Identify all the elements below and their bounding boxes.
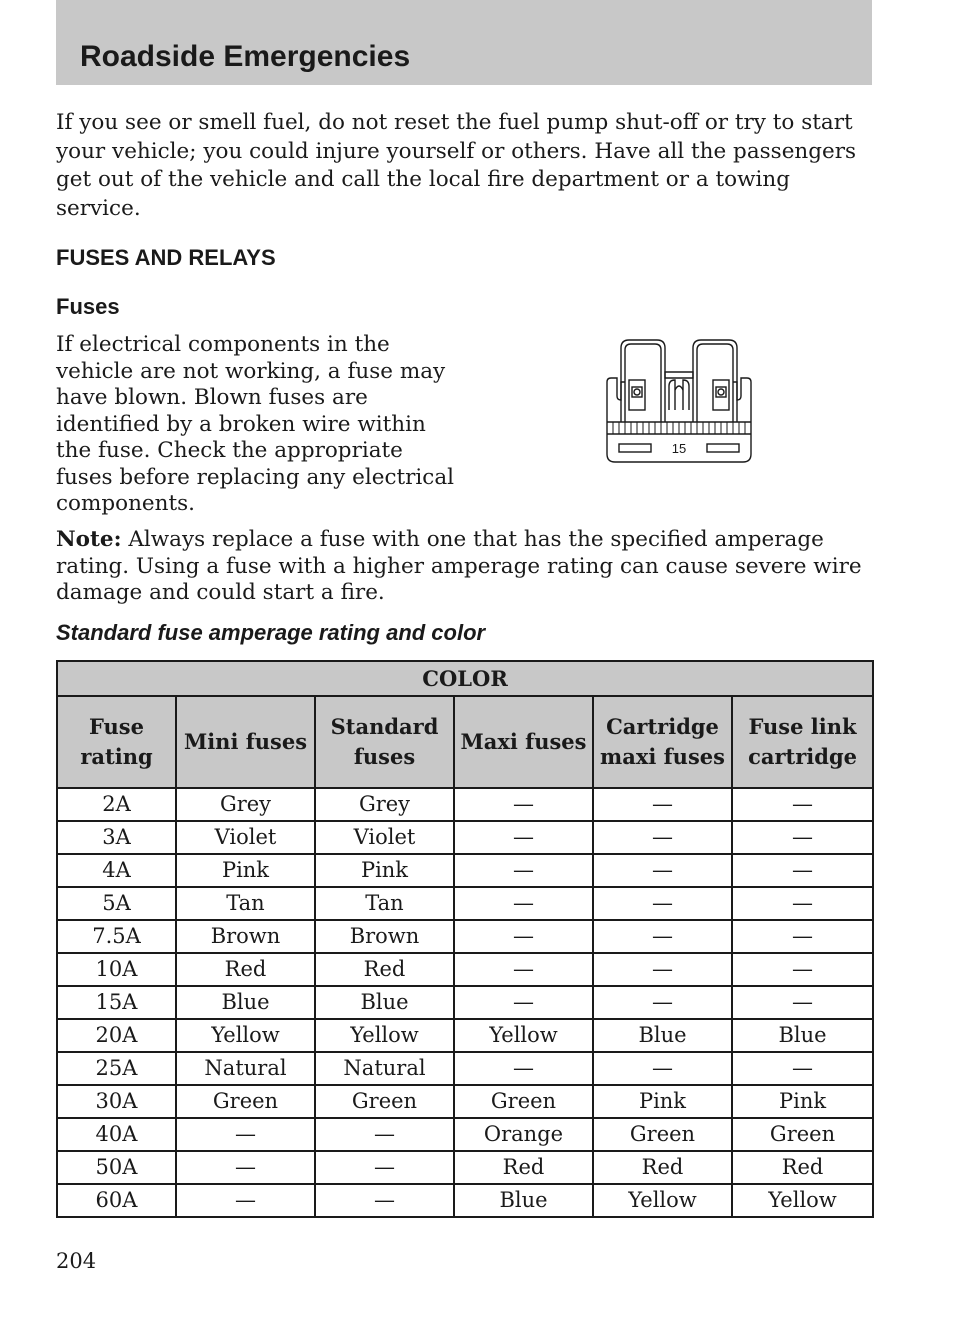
table-cell: Green: [593, 1118, 732, 1151]
table-cell: —: [593, 1052, 732, 1085]
table-cell: Violet: [176, 821, 315, 854]
table-cell: —: [732, 1052, 873, 1085]
table-cell: 60A: [57, 1184, 176, 1217]
table-cell: Yellow: [176, 1019, 315, 1052]
table-group-header: COLOR: [57, 661, 873, 696]
table-cell: —: [593, 821, 732, 854]
table-cell: —: [593, 788, 732, 821]
table-cell: Green: [732, 1118, 873, 1151]
table-cell: 10A: [57, 953, 176, 986]
table-cell: Natural: [176, 1052, 315, 1085]
table-cell: Blue: [593, 1019, 732, 1052]
fuse-icon: [603, 336, 755, 464]
table-row: [57, 1184, 873, 1217]
note-label: Note:: [56, 527, 122, 552]
table-caption: Standard fuse amperage rating and color: [56, 620, 486, 645]
table-cell: Tan: [315, 887, 454, 920]
table-cell: Green: [454, 1085, 593, 1118]
table-cell: 30A: [57, 1085, 176, 1118]
table-cell: —: [176, 1151, 315, 1184]
table-cell: Yellow: [732, 1184, 873, 1217]
table-cell: Pink: [732, 1085, 873, 1118]
table-cell: —: [732, 986, 873, 1019]
table-cell: Pink: [176, 854, 315, 887]
table-body: [57, 788, 873, 1217]
header-bar: [56, 0, 872, 85]
table-row: [57, 887, 873, 920]
table-cell: —: [732, 953, 873, 986]
table-cell: —: [593, 920, 732, 953]
table-row: [57, 854, 873, 887]
table-cell: 7.5A: [57, 920, 176, 953]
table-cell: Pink: [315, 854, 454, 887]
table-cell: —: [593, 854, 732, 887]
table-row: [57, 1151, 873, 1184]
table-cell: Orange: [454, 1118, 593, 1151]
table-cell: —: [176, 1184, 315, 1217]
table-row: [57, 1052, 873, 1085]
table-cell: 5A: [57, 887, 176, 920]
table-cell: Grey: [315, 788, 454, 821]
table-cell: —: [454, 1052, 593, 1085]
table-cell: 4A: [57, 854, 176, 887]
table-cell: 15A: [57, 986, 176, 1019]
column-header-mini-fuses: Mini fuses: [176, 696, 315, 788]
table-cell: 50A: [57, 1151, 176, 1184]
note-paragraph: [56, 527, 886, 607]
fuses-paragraph: If electrical components in the vehicle are not working, a fuse may have blown. Blown fuses are identified by a broken wire within the fuse. Check the appropriate fuses before replacing any electrical components.: [56, 332, 455, 516]
table-cell: 40A: [57, 1118, 176, 1151]
table-row: [57, 986, 873, 1019]
table-cell: Brown: [315, 920, 454, 953]
table-cell: —: [732, 887, 873, 920]
column-header-cartridge-maxi-fuses: Cartridge maxi fuses: [593, 696, 732, 788]
column-header-standard-fuses: Standard fuses: [315, 696, 454, 788]
note-text: Always replace a fuse with one that has the specified amperage rating. Using a fuse with a higher amperage rating can cause severe wire damage and could start a fire.: [56, 527, 862, 605]
table-cell: 3A: [57, 821, 176, 854]
table-row: [57, 788, 873, 821]
table-cell: Green: [176, 1085, 315, 1118]
table-row: [57, 1019, 873, 1052]
table-cell: 25A: [57, 1052, 176, 1085]
table-cell: Grey: [176, 788, 315, 821]
table-cell: Yellow: [454, 1019, 593, 1052]
intro-paragraph: If you see or smell fuel, do not reset the fuel pump shut-off or try to start your vehicle; you could injure yourself or others. Have all the passengers get out of the vehicle and call the local fire department or a towing service.: [56, 110, 857, 221]
fuse-figure-label: 15: [671, 441, 687, 456]
table-cell: Tan: [176, 887, 315, 920]
table-cell: —: [593, 953, 732, 986]
table-cell: Yellow: [593, 1184, 732, 1217]
subsection-heading: Fuses: [56, 294, 120, 319]
table-cell: Red: [454, 1151, 593, 1184]
table-cell: Blue: [454, 1184, 593, 1217]
table-cell: Pink: [593, 1085, 732, 1118]
table-cell: Blue: [315, 986, 454, 1019]
table-cell: —: [454, 986, 593, 1019]
table-cell: Blue: [176, 986, 315, 1019]
table-cell: —: [593, 887, 732, 920]
table-row: [57, 1085, 873, 1118]
fuse-rating-table: [56, 660, 874, 1218]
table-cell: —: [593, 986, 732, 1019]
column-header-fuse-rating: Fuse rating: [57, 696, 176, 788]
table-row: [57, 1118, 873, 1151]
table-cell: Red: [732, 1151, 873, 1184]
table-cell: —: [732, 821, 873, 854]
column-header-maxi-fuses: Maxi fuses: [454, 696, 593, 788]
table-cell: 20A: [57, 1019, 176, 1052]
table-cell: —: [454, 887, 593, 920]
table-cell: —: [315, 1118, 454, 1151]
table-cell: —: [454, 953, 593, 986]
table-cell: Violet: [315, 821, 454, 854]
table-cell: —: [176, 1118, 315, 1151]
table-cell: —: [315, 1151, 454, 1184]
table-cell: —: [454, 821, 593, 854]
table-cell: Green: [315, 1085, 454, 1118]
table-cell: —: [454, 854, 593, 887]
table-cell: Red: [593, 1151, 732, 1184]
table-cell: Brown: [176, 920, 315, 953]
table-cell: Red: [315, 953, 454, 986]
table-row: [57, 821, 873, 854]
table-cell: Yellow: [315, 1019, 454, 1052]
table-cell: —: [732, 920, 873, 953]
table-cell: Red: [176, 953, 315, 986]
table-cell: —: [732, 854, 873, 887]
table-cell: Blue: [732, 1019, 873, 1052]
table-row: [57, 920, 873, 953]
page-number: 204: [56, 1249, 97, 1273]
column-header-fuse-link-cartridge: Fuse link cartridge: [732, 696, 873, 788]
table-cell: —: [454, 920, 593, 953]
table-cell: Natural: [315, 1052, 454, 1085]
table-cell: —: [732, 788, 873, 821]
page-title: Roadside Emergencies: [80, 40, 411, 73]
section-heading: FUSES AND RELAYS: [56, 245, 276, 270]
table-row: [57, 953, 873, 986]
table-cell: —: [315, 1184, 454, 1217]
table-cell: 2A: [57, 788, 176, 821]
table-cell: —: [454, 788, 593, 821]
